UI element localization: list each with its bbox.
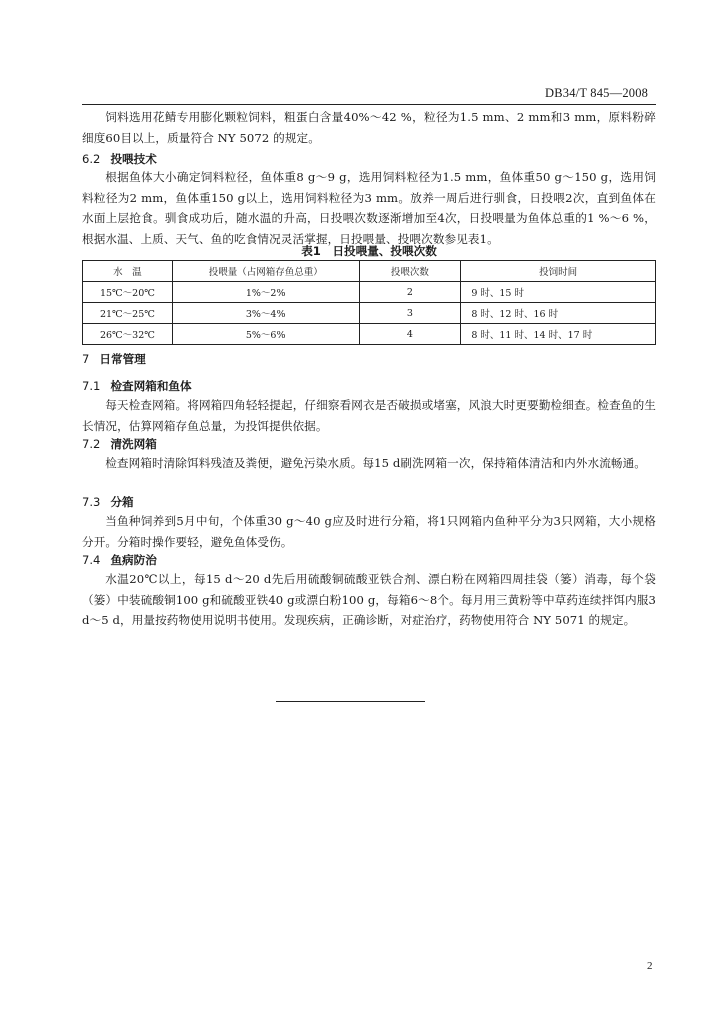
feed-selection-paragraph: 饲料选用花鲭专用膨化颗粒饲料，粗蛋白含量40%～42 %，粒径为1.5 mm、2 mm和3 mm，原料粉碎细度60目以上，质量符合 NY 5072 的规定。 [82, 110, 656, 145]
cell-feed-time: 8 时、12 时、16 时 [461, 303, 656, 324]
section-title: 日常管理 [99, 352, 146, 366]
end-rule [276, 701, 425, 702]
cell-feed-count: 2 [359, 282, 461, 303]
header-feed-count: 投喂次数 [359, 261, 461, 282]
cell-feed-amount: 1%～2% [172, 282, 359, 303]
table-row [83, 282, 656, 303]
cell-water-temp: 15℃～20℃ [83, 282, 173, 303]
cell-water-temp: 21℃～25℃ [83, 303, 173, 324]
clean-cage-paragraph: 检查网箱时清除饵料残渣及粪便，避免污染水质。每15 d刷洗网箱一次，保持箱体清洁和内外水流畅通。 [105, 456, 646, 470]
table-caption: 表1 日投喂量、投喂次数 [301, 244, 437, 258]
section-7-3-heading [82, 493, 134, 511]
section-title: 清洗网箱 [110, 437, 157, 451]
cell-feed-count: 3 [359, 303, 461, 324]
table-row [83, 303, 656, 324]
feeding-table [82, 260, 656, 345]
inspect-cage-paragraph: 每天检查网箱。将网箱四角轻轻提起，仔细察看网衣是否破损或堵塞，风浪大时更要勤检细查。检查鱼的生长情况，估算网箱存鱼总量，为投饵提供依据。 [82, 398, 656, 433]
header-feed-time: 投饲时间 [461, 261, 656, 282]
header-feed-amount: 投喂量（占网箱存鱼总重） [172, 261, 359, 282]
section-number: 7.1 [82, 379, 101, 393]
disease-prevention-paragraph: 水温20℃以上，每15 d～20 d先后用硫酸铜硫酸亚铁合剂、漂白粉在网箱四周挂袋（篓）消毒，每个袋（篓）中装硫酸铜100 g和硫酸亚铁40 g或漂白粉100 g，每箱6～8个。每月用三黄粉等中草药连续拌饵内服3 d～5 d，用量按药物使用说明书使用。发现疾病，正确诊断，对症治疗，药物使用符合 NY 5071 的规定。 [82, 572, 656, 627]
header-water-temp: 水 温 [83, 261, 173, 282]
section-number: 7.2 [82, 437, 101, 451]
section-title: 检查网箱和鱼体 [110, 379, 192, 393]
feeding-technique-paragraph: 根据鱼体大小确定饲料粒径，鱼体重8 g～9 g，选用饲料粒径为1.5 mm，鱼体重50 g～150 g，选用饲料粒径为2 mm，鱼体重150 g以上，选用饲料粒径为3 mm。放养一周后进行驯食，日投喂2次，直到鱼体在水面上层抢食。驯食成功后，随水温的升高，日投喂次数逐渐增加至4次，日投喂量为鱼体总重的1 %～6 %，根据水温、上质、天气、鱼的吃食情况灵活掌握，日投喂量、投喂次数参见表1。 [82, 170, 656, 246]
table-header-row [83, 261, 656, 282]
cell-feed-time: 8 时、11 时、14 时、17 时 [461, 324, 656, 345]
section-title: 分箱 [110, 495, 134, 509]
section-number: 7.4 [82, 553, 101, 567]
section-6-2-heading [82, 150, 157, 168]
section-title: 投喂技术 [110, 152, 157, 166]
section-title: 鱼病防治 [110, 553, 157, 567]
table-row [83, 324, 656, 345]
header-rule [82, 104, 656, 105]
section-7-2-heading [82, 435, 157, 453]
cell-feed-count: 4 [359, 324, 461, 345]
page-number: 2 [647, 960, 653, 972]
section-7-1-heading [82, 377, 192, 395]
section-number: 7 [82, 352, 90, 366]
cell-feed-time: 9 时、15 时 [461, 282, 656, 303]
section-number: 6.2 [82, 152, 101, 166]
cell-feed-amount: 3%～4% [172, 303, 359, 324]
section-7-heading [82, 350, 146, 368]
cell-water-temp: 26℃～32℃ [83, 324, 173, 345]
document-code: DB34/T 845—2008 [545, 86, 649, 100]
section-number: 7.3 [82, 495, 101, 509]
split-cage-paragraph: 当鱼种饲养到5月中旬，个体重30 g～40 g应及时进行分箱，将1只网箱内鱼种平分为3只网箱，大小规格分开。分箱时操作要轻，避免鱼体受伤。 [82, 514, 656, 549]
cell-feed-amount: 5%～6% [172, 324, 359, 345]
section-7-4-heading [82, 551, 157, 569]
